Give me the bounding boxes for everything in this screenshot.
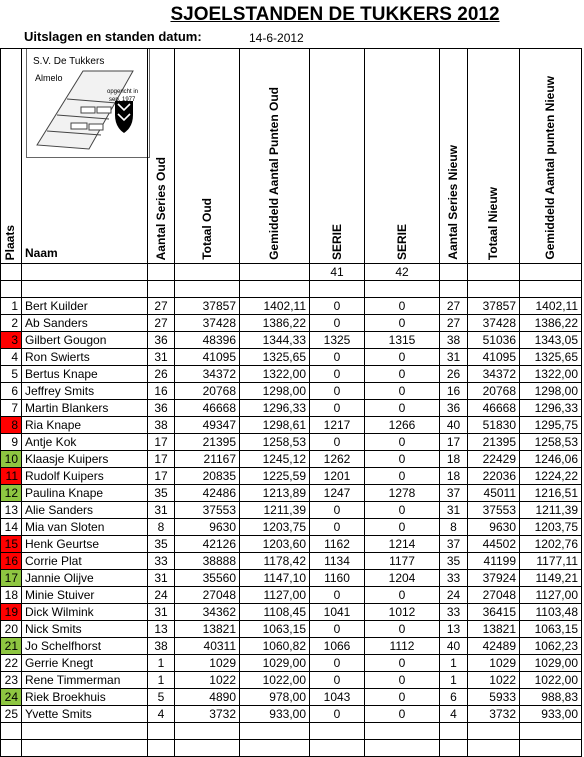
cell-totaal-nieuw: 41095 — [482, 350, 516, 364]
cell-serie-42: 0 — [398, 673, 406, 687]
cell-aantal-series-nieuw: 8 — [450, 520, 457, 534]
cell-serie-42: 0 — [398, 367, 406, 381]
cell-gem-nieuw: 1298,00 — [534, 384, 578, 398]
cell-aantal-series-nieuw: 18 — [446, 469, 461, 483]
cell-aantal-series-nieuw: 31 — [446, 350, 461, 364]
cell-serie-42: 0 — [398, 690, 406, 704]
cell-aantal-series-oud: 5 — [157, 690, 165, 704]
cell-gem-nieuw: 1246,06 — [534, 452, 578, 466]
cell-aantal-series-oud: 31 — [154, 605, 168, 619]
cell-serie-41: 1160 — [324, 571, 350, 585]
cell-gem-nieuw: 1103,48 — [535, 605, 578, 619]
cell-aantal-series-nieuw: 24 — [446, 588, 461, 602]
cell-totaal-oud: 41095 — [202, 350, 236, 364]
cell-totaal-oud: 3732 — [209, 707, 236, 721]
cell-serie-41: 0 — [333, 588, 341, 602]
cell-serie-42: 0 — [398, 384, 406, 398]
header-aantal-series-nieuw: Aantal Series Nieuw — [446, 145, 460, 260]
logo-line1: S.V. De Tukkers — [33, 56, 105, 67]
header-serie1: SERIE — [330, 223, 344, 260]
cell-aantal-series-oud: 1 — [157, 673, 165, 687]
cell-naam: Paulina Knape — [25, 486, 104, 500]
cell-totaal-oud: 21395 — [202, 435, 236, 449]
cell-gem-oud: 1322,00 — [262, 367, 306, 381]
row-divider — [0, 739, 582, 740]
cell-serie-41: 1066 — [323, 639, 351, 653]
cell-gem-oud: 1325,65 — [262, 350, 306, 364]
cell-gem-oud: 1386,22 — [262, 316, 306, 330]
cell-totaal-oud: 1022 — [209, 673, 236, 687]
cell-gem-oud: 1225,59 — [262, 469, 306, 483]
cell-totaal-nieuw: 27048 — [482, 588, 516, 602]
cell-totaal-oud: 13821 — [202, 622, 236, 636]
cell-gem-oud: 933,00 — [269, 707, 306, 721]
cell-naam: Gerrie Knegt — [25, 656, 94, 670]
cell-totaal-oud: 4890 — [209, 690, 236, 704]
cell-naam: Bertus Knape — [25, 367, 98, 381]
cell-gem-nieuw: 1402,11 — [535, 299, 578, 313]
header-serie2: SERIE — [395, 223, 409, 260]
cell-plaats: 1 — [11, 299, 18, 313]
cell-aantal-series-nieuw: 16 — [446, 384, 461, 398]
cell-serie-42: 0 — [398, 469, 406, 483]
cell-gem-oud: 1060,82 — [262, 639, 306, 653]
cell-naam: Ab Sanders — [25, 316, 88, 330]
date-value: 14-6-2012 — [249, 31, 304, 45]
cell-totaal-nieuw: 22429 — [482, 452, 516, 466]
cell-serie-41: 0 — [333, 367, 341, 381]
cell-serie-41: 1325 — [323, 333, 351, 347]
cell-totaal-nieuw: 1029 — [489, 656, 516, 670]
cell-serie-42: 0 — [398, 622, 406, 636]
cell-serie-42: 0 — [398, 435, 406, 449]
cell-aantal-series-nieuw: 27 — [446, 299, 461, 313]
cell-aantal-series-nieuw: 40 — [446, 418, 461, 432]
cell-aantal-series-oud: 13 — [154, 622, 168, 636]
cell-gem-nieuw: 1295,75 — [534, 418, 578, 432]
cell-serie-42: 1012 — [388, 605, 416, 619]
subtitle-label: Uitslagen en standen datum: — [24, 29, 202, 44]
cell-aantal-series-oud: 1 — [157, 656, 165, 670]
cell-gem-nieuw: 1216,51 — [534, 486, 578, 500]
cell-plaats: 25 — [4, 707, 18, 721]
cell-naam: Yvette Smits — [25, 707, 92, 721]
cell-serie-41: 1162 — [324, 537, 350, 551]
cell-gem-oud: 1298,00 — [262, 384, 306, 398]
cell-serie-42: 1214 — [388, 537, 416, 551]
cell-gem-oud: 1213,89 — [262, 486, 306, 500]
cell-serie-41: 0 — [333, 622, 341, 636]
cell-serie-42: 0 — [398, 401, 406, 415]
cell-serie-41: 0 — [333, 350, 341, 364]
cell-totaal-nieuw: 9630 — [489, 520, 516, 534]
cell-totaal-nieuw: 51036 — [482, 333, 516, 347]
cell-totaal-oud: 37857 — [202, 299, 236, 313]
cell-serie-42: 0 — [398, 316, 406, 330]
cell-gem-oud: 1108,45 — [263, 605, 306, 619]
cell-plaats: 11 — [5, 469, 18, 483]
cell-totaal-nieuw: 5933 — [489, 690, 516, 704]
cell-aantal-series-nieuw: 6 — [450, 690, 457, 704]
cell-totaal-nieuw: 20768 — [482, 384, 516, 398]
cell-naam: Gilbert Gougon — [25, 333, 107, 347]
cell-aantal-series-nieuw: 13 — [446, 622, 461, 636]
cell-naam: Klaasje Kuipers — [25, 452, 109, 466]
cell-serie-42: 0 — [398, 707, 406, 721]
cell-gem-oud: 1402,11 — [263, 299, 306, 313]
serie-number: 42 — [395, 265, 409, 279]
cell-gem-oud: 1029,00 — [262, 656, 306, 670]
cell-totaal-nieuw: 34372 — [482, 367, 516, 381]
header-naam: Naam — [25, 246, 58, 260]
cell-totaal-oud: 37428 — [202, 316, 236, 330]
cell-naam: Henk Geurtse — [25, 537, 100, 551]
cell-serie-42: 0 — [398, 503, 406, 517]
cell-serie-42: 1266 — [388, 418, 416, 432]
cell-plaats: 17 — [4, 571, 18, 585]
cell-aantal-series-oud: 35 — [154, 537, 168, 551]
cell-serie-41: 1043 — [323, 690, 351, 704]
cell-serie-41: 0 — [333, 299, 341, 313]
cell-totaal-nieuw: 41199 — [483, 554, 516, 568]
cell-gem-oud: 1211,39 — [263, 503, 306, 517]
cell-naam: Jeffrey Smits — [25, 384, 95, 398]
cell-gem-nieuw: 1296,33 — [534, 401, 578, 415]
cell-aantal-series-nieuw: 27 — [446, 316, 461, 330]
cell-gem-nieuw: 933,00 — [541, 707, 578, 721]
cell-serie-41: 0 — [333, 673, 341, 687]
cell-serie-41: 0 — [333, 520, 341, 534]
cell-gem-nieuw: 1322,00 — [534, 367, 578, 381]
row-divider — [0, 263, 582, 264]
cell-plaats: 4 — [11, 350, 18, 364]
cell-plaats: 24 — [4, 690, 18, 704]
cell-totaal-oud: 42126 — [202, 537, 236, 551]
cell-plaats: 14 — [4, 520, 18, 534]
cell-gem-nieuw: 1127,00 — [535, 588, 578, 602]
cell-totaal-nieuw: 1022 — [489, 673, 516, 687]
cell-aantal-series-oud: 33 — [154, 554, 168, 568]
cell-totaal-oud: 20768 — [202, 384, 236, 398]
cell-serie-42: 1315 — [388, 333, 416, 347]
cell-gem-oud: 1063,15 — [262, 622, 306, 636]
cell-totaal-nieuw: 36415 — [482, 605, 516, 619]
cell-gem-nieuw: 1062,23 — [534, 639, 578, 653]
cell-plaats: 2 — [11, 316, 18, 330]
cell-aantal-series-nieuw: 17 — [446, 435, 461, 449]
cell-plaats: 16 — [4, 554, 18, 568]
cell-serie-42: 1177 — [389, 554, 415, 568]
cell-aantal-series-nieuw: 35 — [446, 554, 461, 568]
cell-gem-nieuw: 1177,11 — [536, 554, 578, 568]
cell-serie-42: 1112 — [389, 639, 415, 653]
cell-plaats: 18 — [4, 588, 18, 602]
cell-aantal-series-oud: 36 — [154, 401, 168, 415]
cell-aantal-series-nieuw: 36 — [446, 401, 461, 415]
logo-line4: sep. 1977 — [109, 97, 136, 103]
cell-totaal-oud: 34372 — [202, 367, 236, 381]
cell-naam: Bert Kuilder — [25, 299, 88, 313]
cell-gem-nieuw: 1202,76 — [534, 537, 578, 551]
cell-gem-nieuw: 1386,22 — [534, 316, 578, 330]
cell-serie-41: 1262 — [323, 452, 351, 466]
cell-aantal-series-oud: 38 — [154, 418, 168, 432]
cell-serie-42: 1278 — [388, 486, 416, 500]
cell-plaats: 7 — [11, 401, 18, 415]
cell-serie-41: 1041 — [323, 605, 351, 619]
cell-totaal-oud: 37553 — [202, 503, 236, 517]
cell-aantal-series-oud: 31 — [154, 350, 168, 364]
cell-gem-nieuw: 1029,00 — [534, 656, 578, 670]
cell-aantal-series-nieuw: 31 — [446, 503, 461, 517]
cell-naam: Martin Blankers — [25, 401, 109, 415]
header-totaal-oud: Totaal Oud — [200, 198, 214, 260]
cell-totaal-nieuw: 22036 — [482, 469, 516, 483]
cell-plaats: 8 — [11, 418, 18, 432]
cell-naam: Antje Kok — [25, 435, 77, 449]
cell-serie-41: 0 — [333, 435, 341, 449]
cell-gem-oud: 1203,75 — [262, 520, 306, 534]
cell-serie-42: 0 — [398, 520, 406, 534]
cell-serie-41: 0 — [333, 384, 341, 398]
cell-totaal-nieuw: 44502 — [482, 537, 516, 551]
cell-naam: Nick Smits — [25, 622, 82, 636]
cell-plaats: 10 — [4, 452, 18, 466]
cell-plaats: 12 — [4, 486, 18, 500]
cell-totaal-nieuw: 46668 — [482, 401, 516, 415]
cell-totaal-oud: 46668 — [202, 401, 236, 415]
cell-gem-oud: 1344,33 — [262, 333, 306, 347]
cell-plaats: 3 — [11, 333, 18, 347]
cell-naam: Jannie Olijve — [25, 571, 94, 585]
cell-aantal-series-nieuw: 33 — [446, 605, 461, 619]
cell-aantal-series-oud: 26 — [154, 367, 168, 381]
cell-naam: Dick Wilmink — [25, 605, 94, 619]
cell-aantal-series-oud: 38 — [154, 639, 168, 653]
cell-naam: Jo Schelfhorst — [25, 639, 102, 653]
row-divider — [0, 280, 582, 281]
cell-gem-nieuw: 1063,15 — [534, 622, 578, 636]
cell-aantal-series-oud: 8 — [157, 520, 165, 534]
cell-aantal-series-oud: 36 — [154, 333, 168, 347]
cell-totaal-oud: 40311 — [203, 639, 236, 653]
cell-totaal-oud: 9630 — [209, 520, 236, 534]
cell-gem-nieuw: 1203,75 — [534, 520, 578, 534]
cell-gem-nieuw: 1343,05 — [534, 333, 578, 347]
cell-totaal-nieuw: 37428 — [482, 316, 516, 330]
cell-serie-41: 1134 — [324, 554, 350, 568]
header-gem-oud: Gemiddeld Aantal Punten Oud — [267, 87, 281, 260]
cell-plaats: 19 — [4, 605, 18, 619]
cell-serie-41: 0 — [333, 316, 341, 330]
cell-aantal-series-oud: 31 — [154, 503, 168, 517]
cell-totaal-nieuw: 37857 — [482, 299, 516, 313]
cell-serie-41: 0 — [333, 503, 341, 517]
cell-gem-oud: 1258,53 — [262, 435, 306, 449]
cell-aantal-series-nieuw: 1 — [450, 656, 457, 670]
cell-gem-oud: 1178,42 — [263, 554, 306, 568]
cell-aantal-series-oud: 31 — [154, 571, 168, 585]
cell-aantal-series-oud: 24 — [154, 588, 168, 602]
cell-serie-42: 0 — [398, 452, 406, 466]
cell-aantal-series-nieuw: 37 — [446, 486, 461, 500]
cell-naam: Riek Broekhuis — [25, 690, 106, 704]
cell-totaal-nieuw: 37553 — [482, 503, 516, 517]
cell-gem-nieuw: 988,83 — [541, 690, 578, 704]
cell-totaal-nieuw: 51830 — [482, 418, 516, 432]
cell-aantal-series-nieuw: 1 — [450, 673, 457, 687]
header-plaats: Plaats — [3, 224, 17, 260]
cell-totaal-oud: 35560 — [202, 571, 236, 585]
cell-naam: Alie Sanders — [25, 503, 94, 517]
cell-naam: Ria Knape — [25, 418, 82, 432]
cell-gem-nieuw: 1149,21 — [535, 571, 578, 585]
cell-aantal-series-nieuw: 18 — [446, 452, 461, 466]
cell-totaal-oud: 27048 — [202, 588, 236, 602]
cell-serie-42: 1204 — [388, 571, 416, 585]
cell-totaal-oud: 48396 — [202, 333, 236, 347]
cell-gem-oud: 1147,10 — [263, 571, 306, 585]
cell-totaal-oud: 42486 — [202, 486, 236, 500]
cell-totaal-oud: 21167 — [203, 452, 236, 466]
cell-aantal-series-oud: 17 — [154, 435, 168, 449]
cell-gem-nieuw: 1022,00 — [534, 673, 578, 687]
cell-naam: Minie Stuiver — [25, 588, 95, 602]
cell-serie-41: 0 — [333, 401, 341, 415]
cell-naam: Corrie Plat — [25, 554, 82, 568]
cell-totaal-oud: 34362 — [202, 605, 236, 619]
cell-aantal-series-nieuw: 40 — [446, 639, 461, 653]
cell-gem-oud: 1022,00 — [262, 673, 306, 687]
cell-gem-oud: 1296,33 — [262, 401, 306, 415]
cell-totaal-nieuw: 13821 — [482, 622, 516, 636]
cell-naam: Ron Swierts — [25, 350, 90, 364]
cell-totaal-nieuw: 42489 — [482, 639, 516, 653]
cell-aantal-series-nieuw: 37 — [446, 537, 461, 551]
cell-naam: Rene Timmerman — [25, 673, 121, 687]
cell-aantal-series-oud: 27 — [154, 299, 168, 313]
cell-totaal-nieuw: 37924 — [482, 571, 516, 585]
cell-aantal-series-nieuw: 26 — [446, 367, 461, 381]
cell-gem-oud: 1127,00 — [263, 588, 306, 602]
cell-totaal-oud: 49347 — [202, 418, 236, 432]
cell-naam: Rudolf Kuipers — [25, 469, 104, 483]
cell-gem-oud: 1203,60 — [262, 537, 306, 551]
cell-gem-oud: 978,00 — [269, 690, 306, 704]
cell-serie-42: 0 — [398, 588, 406, 602]
cell-aantal-series-oud: 35 — [154, 486, 168, 500]
header-totaal-nieuw: Totaal Nieuw — [486, 186, 500, 260]
cell-serie-42: 0 — [398, 299, 406, 313]
cell-gem-nieuw: 1258,53 — [534, 435, 578, 449]
cell-plaats: 15 — [4, 537, 18, 551]
serie-number: 41 — [330, 265, 344, 279]
cell-plaats: 13 — [4, 503, 18, 517]
cell-plaats: 22 — [4, 656, 18, 670]
cell-gem-nieuw: 1224,22 — [534, 469, 578, 483]
cell-serie-41: 1201 — [323, 469, 351, 483]
header-gem-nieuw: Gemiddeld Aantal punten Nieuw — [543, 76, 557, 260]
cell-aantal-series-nieuw: 38 — [446, 333, 461, 347]
cell-gem-nieuw: 1211,39 — [535, 503, 578, 517]
logo-line3: opgericht in — [107, 89, 139, 95]
cell-plaats: 21 — [4, 639, 18, 653]
cell-naam: Mia van Sloten — [25, 520, 105, 534]
page-title: SJOELSTANDEN DE TUKKERS 2012 — [170, 4, 500, 25]
cell-plaats: 5 — [11, 367, 18, 381]
cell-plaats: 23 — [4, 673, 18, 687]
cell-totaal-nieuw: 3732 — [489, 707, 516, 721]
header-aantal-series-oud: Aantal Series Oud — [154, 156, 168, 260]
cell-totaal-oud: 20835 — [202, 469, 236, 483]
cell-serie-42: 0 — [398, 656, 406, 670]
cell-totaal-oud: 38888 — [202, 554, 236, 568]
cell-plaats: 9 — [11, 435, 18, 449]
cell-aantal-series-oud: 16 — [154, 384, 168, 398]
cell-totaal-oud: 1029 — [209, 656, 236, 670]
cell-serie-41: 0 — [333, 656, 341, 670]
cell-aantal-series-oud: 17 — [154, 452, 168, 466]
cell-totaal-nieuw: 45011 — [483, 486, 516, 500]
cell-aantal-series-oud: 17 — [154, 469, 168, 483]
logo-line2: Almelo — [35, 73, 63, 83]
cell-aantal-series-oud: 4 — [157, 707, 165, 721]
cell-gem-oud: 1298,61 — [262, 418, 306, 432]
cell-plaats: 20 — [4, 622, 18, 636]
cell-aantal-series-oud: 27 — [154, 316, 168, 330]
cell-plaats: 6 — [11, 384, 18, 398]
cell-aantal-series-nieuw: 4 — [450, 707, 457, 721]
cell-gem-oud: 1245,12 — [262, 452, 306, 466]
cell-serie-41: 1247 — [323, 486, 351, 500]
cell-aantal-series-nieuw: 33 — [446, 571, 461, 585]
cell-serie-41: 0 — [333, 707, 341, 721]
cell-totaal-nieuw: 21395 — [482, 435, 516, 449]
cell-serie-41: 1217 — [323, 418, 351, 432]
cell-gem-nieuw: 1325,65 — [534, 350, 578, 364]
cell-serie-42: 0 — [398, 350, 406, 364]
